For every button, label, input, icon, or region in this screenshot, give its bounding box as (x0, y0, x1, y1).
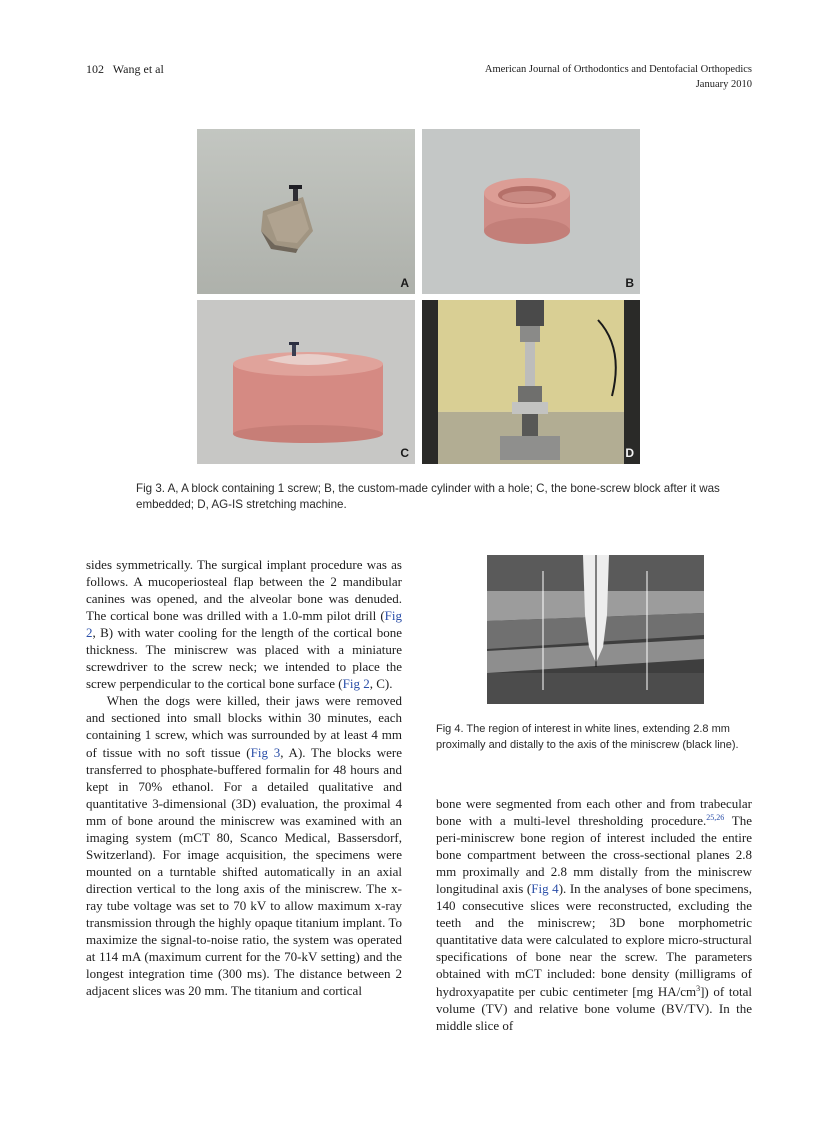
machine-photo (422, 300, 640, 464)
cylinder-photo (422, 129, 640, 294)
body-column-right (436, 795, 752, 1034)
page-number: 102 (86, 62, 104, 76)
figure-reference-link[interactable]: Fig 3 (250, 744, 281, 760)
paragraph: bone were segmented from each other and from trabecular bone with a multi-level thresholding procedure.$^{25,26}$ The peri-miniscrew bone region of interest included the entire bone compartment between the cross-sectional planes 2.8 mm proximally and 2.8 mm distally from the miniscrew longitudinal axis (Fig 4). In the analyses of bone specimens, 140 consecutive slices were reconstructed, excluding the teeth and the miniscrew; 3D bone morphometric quantitative data were calculated to explore micro-structural specifications of bone near the screw. The parameters obtained with mCT included: bone density (milligrams of hydroxyapatite per cubic centimeter [mg $HA/cm^3$]) of total volume (TV) and relative bone volume (BV/TV). In the middle slice of (436, 796, 753, 1033)
paragraph: When the dogs were killed, their jaws were removed and sectioned into small blocks within 30 minutes, each containing 1 screw, which was surrounded by at least 4 mm of tissue with no soft tissue (Fig 3, A). The blocks were transferred to phosphate-buffered formalin for 48 hours and kept in 70% ethanol. For a detailed qualitative and quantitative 3-dimensional (3D) evaluation, the proximal 4 mm of bone around the miniscrew was examined with an imaging system (mCT 80, Scanco Medical, Bassersdorf, Switzerland). For image acquisition, the specimens were mounted on a turntable shifted automatically in an axial direction vertical to the long axis of the miniscrew. The x-ray tube voltage was set to 70 kV to allow maximum x-ray transmission through the highly opaque titanium implant. To maximize the signal-to-noise ratio, the system was operated at 114 mA (maximum current for the 70-kV setting) and the longest integration time (300 ms). The distance between 2 adjacent slices was 20 mm. The titanium and cortical (86, 693, 403, 999)
figure3-panel-a (197, 129, 415, 294)
figure-reference-link[interactable]: Fig 2 (86, 608, 402, 641)
figure3-panel-d (422, 300, 640, 464)
figure-reference-link[interactable]: Fig 2 (342, 676, 370, 692)
citation-reference[interactable]: 25,26 (706, 813, 725, 823)
panel-label-d: D (625, 446, 634, 460)
superscript: 3 (696, 983, 701, 993)
bone-block-photo (197, 129, 415, 294)
micro-ct-section (487, 555, 704, 704)
embedded-block-photo (197, 300, 415, 464)
figure3-panel-c (197, 300, 415, 464)
figure4-caption: Fig 4. The region of interest in white lines, extending 2.8 mm proximally and distally to the axis of the miniscrew (black line). (436, 723, 739, 751)
running-header-left (86, 62, 164, 77)
panel-label-a: A (400, 276, 409, 290)
author-line: Wang et al (112, 62, 164, 76)
figure3-caption: Fig 3. A, A block containing 1 screw; B, the custom-made cylinder with a hole; C, the bone-screw block after it was embedded; D, AG-IS stretching machine. (136, 482, 720, 511)
running-header-right (485, 62, 752, 92)
panel-label-b: B (625, 276, 634, 290)
paragraph: sides symmetrically. The surgical implant procedure was as follows. A mucoperiosteal flap between the 2 mandibular canines was opened, and the alveolar bone was denuded. The cortical bone was drilled with a 1.0-mm pilot drill (Fig 2, B) with water cooling for the length of the cortical bone thickness. The miniscrew was placed with a miniature screwdriver to the screw neck; we intended to place the screw perpendicular to the cortical bone surface (Fig 2, C). (86, 557, 402, 692)
body-column-left (86, 556, 402, 999)
figure4-image (487, 555, 704, 704)
figure-reference-link[interactable]: Fig 4 (531, 881, 559, 897)
journal-title: American Journal of Orthodontics and Dentofacial Orthopedics (484, 64, 752, 75)
figure3-panel-b (422, 129, 640, 294)
issue-date: January 2010 (695, 79, 752, 90)
panel-label-c: C (400, 446, 409, 460)
